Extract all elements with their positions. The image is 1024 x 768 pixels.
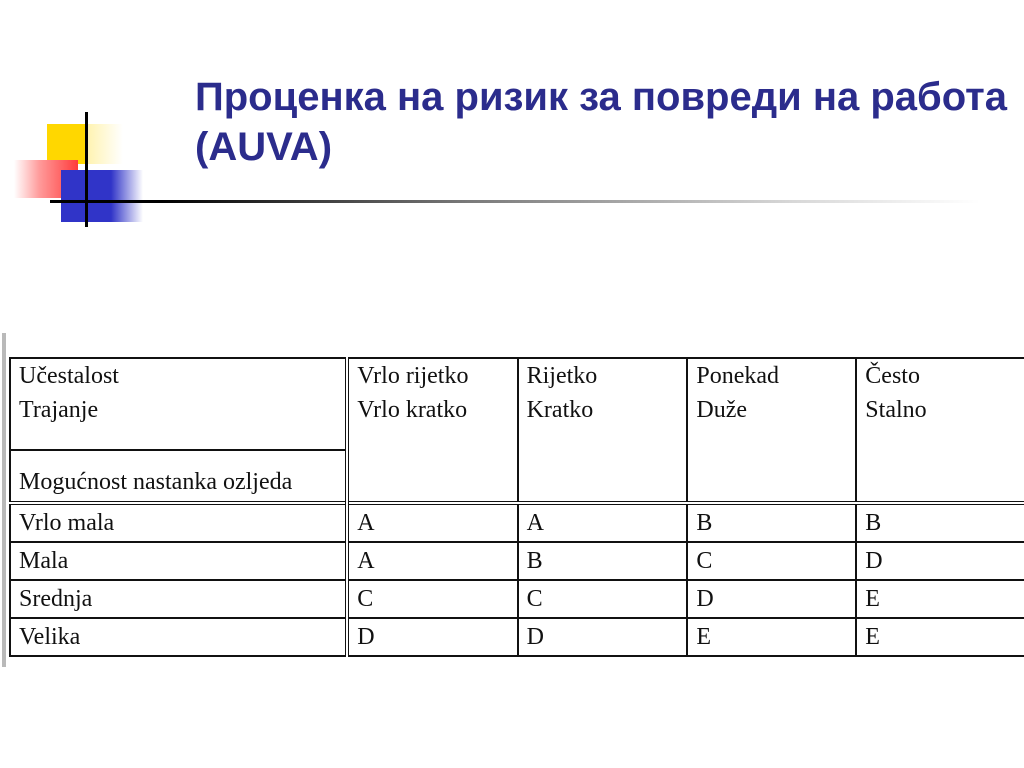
header-column-3: [687, 358, 856, 503]
table-cell: D: [518, 618, 688, 656]
slide-title: Проценка на ризик за повреди на работа (AUVA): [195, 75, 1007, 169]
table-cell: C: [518, 580, 688, 618]
header-column-2-duration: Kratko: [526, 397, 594, 423]
logo-yellow-square: [47, 124, 87, 164]
table-cell: A: [347, 542, 517, 580]
table-cell: B: [518, 542, 688, 580]
row-label: Srednja: [10, 580, 347, 618]
table-cell: C: [687, 542, 856, 580]
table-cell: B: [856, 503, 1024, 542]
table-cell: B: [687, 503, 856, 542]
table-cell: C: [347, 580, 517, 618]
header-column-3-frequency: Ponekad: [696, 363, 780, 389]
header-duration-label: Trajanje: [19, 397, 99, 423]
table-cell: A: [347, 503, 517, 542]
table-cell: D: [856, 542, 1024, 580]
logo-vertical-line: [85, 112, 88, 227]
table-row: [10, 618, 1024, 656]
table-cell: D: [347, 618, 517, 656]
header-frequency-duration: [11, 359, 345, 451]
decorative-logo-graphic: [0, 0, 160, 240]
table-cell: E: [856, 580, 1024, 618]
header-injury-label: Mogućnost nastanka ozljeda: [19, 469, 293, 495]
table-row: [10, 542, 1024, 580]
header-column-4: [856, 358, 1024, 503]
table-header-row: [10, 358, 1024, 503]
row-label: Vrlo mala: [10, 503, 347, 542]
header-column-1: [347, 358, 517, 503]
table-row: [10, 580, 1024, 618]
header-column-2-frequency: Rijetko: [526, 363, 598, 389]
header-column-4-duration: Stalno: [865, 397, 927, 423]
table-row: [10, 503, 1024, 542]
header-column-4-frequency: Često: [865, 363, 920, 389]
table-cell: E: [687, 618, 856, 656]
row-label: Velika: [10, 618, 347, 656]
header-column-2: [518, 358, 688, 503]
risk-matrix-table: [9, 357, 1024, 657]
title-underline: [50, 200, 980, 203]
header-injury-likelihood: [11, 451, 345, 499]
header-column-1-frequency: Vrlo rijetko: [357, 363, 469, 389]
logo-yellow-gradient: [87, 124, 123, 164]
table-cell: D: [687, 580, 856, 618]
header-column-1-duration: Vrlo kratko: [357, 397, 468, 423]
header-column-3-duration: Duže: [696, 397, 747, 423]
row-label: Mala: [10, 542, 347, 580]
header-frequency-label: Učestalost: [19, 363, 119, 389]
risk-table-image: [0, 333, 1024, 667]
header-corner-cell: [10, 358, 347, 503]
image-frame-edge: [2, 333, 6, 667]
table-cell: A: [518, 503, 688, 542]
logo-blue-gradient: [111, 170, 143, 222]
table-cell: E: [856, 618, 1024, 656]
